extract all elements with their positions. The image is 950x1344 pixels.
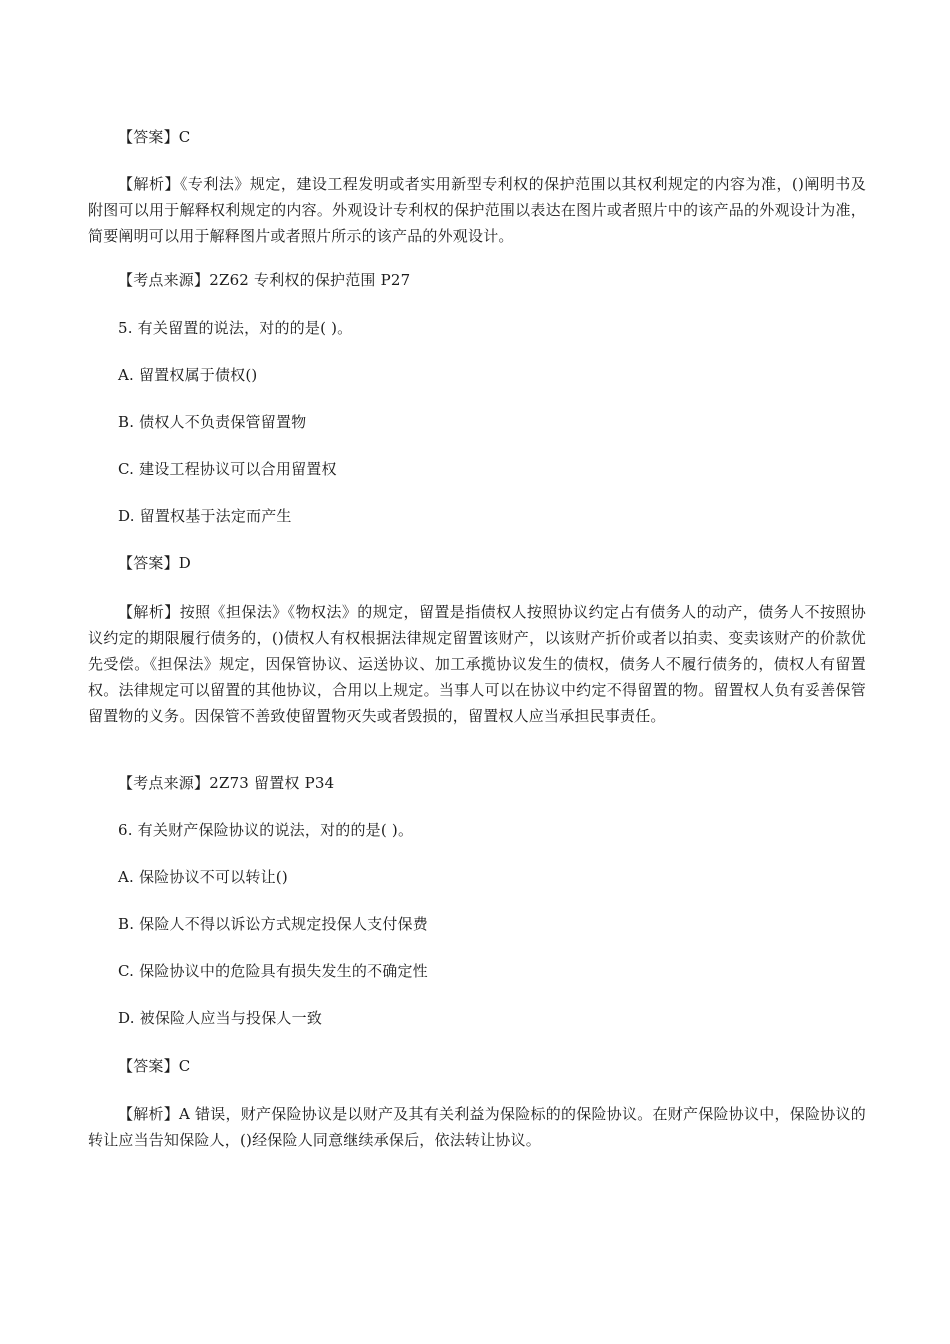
question-5: 5. 有关留置的说法，对的的是( )。 — [118, 319, 353, 337]
option-b: B. 保险人不得以诉讼方式规定投保人支付保费 — [118, 915, 428, 933]
option-a: A. 留置权属于债权() — [118, 366, 258, 384]
option-d: D. 被保险人应当与投保人一致 — [118, 1009, 323, 1027]
explanation-paragraph: 【解析】按照《担保法》《物权法》的规定，留置是指债权人按照协议约定占有债务人的动产，债务人不按照协议约定的期限履行债务的，()债权人有权根据法律规定留置该财产，以该财产折价或者以拍卖、变卖该财产的价款优先受偿。《担保法》规定，因保管协议、运送协议、加工承揽协议发生的债权，债务人不履行债务的，债权人有留置权。法律规定可以留置的其他协议，合用以上规定。当事人可以在协议中约定不得留置的物。留置权人负有妥善保管留置物的义务。因保管不善致使留置物灭失或者毁损的，留置权人应当承担民事责任。 — [88, 603, 866, 725]
answer-label: 【答案】C — [118, 128, 191, 146]
option-c: C. 建设工程协议可以合用留置权 — [118, 460, 337, 478]
source-reference: 【考点来源】2Z73 留置权 P34 — [118, 774, 335, 792]
question-6: 6. 有关财产保险协议的说法，对的的是( )。 — [118, 821, 414, 839]
option-d: D. 留置权基于法定而产生 — [118, 507, 292, 525]
explanation-paragraph: 【解析】《专利法》规定，建设工程发明或者实用新型专利权的保护范围以其权利规定的内容为准，()阐明书及附图可以用于解释权利规定的内容。外观设计专利权的保护范围以表达在图片或者照片中的该产品的外观设计为准，简要阐明可以用于解释图片或者照片所示的该产品的外观设计。 — [88, 175, 866, 245]
source-reference: 【考点来源】2Z62 专利权的保护范围 P27 — [118, 271, 411, 289]
option-b: B. 债权人不负责保管留置物 — [118, 413, 307, 431]
explanation-paragraph: 【解析】A 错误，财产保险协议是以财产及其有关利益为保险标的的保险协议。在财产保险协议中，保险协议的转让应当告知保险人，()经保险人同意继续承保后，依法转让协议。 — [88, 1105, 866, 1149]
answer-label: 【答案】D — [118, 554, 192, 572]
option-c: C. 保险协议中的危险具有损失发生的不确定性 — [118, 962, 428, 980]
answer-label: 【答案】C — [118, 1057, 191, 1075]
option-a: A. 保险协议不可以转让() — [118, 868, 288, 886]
